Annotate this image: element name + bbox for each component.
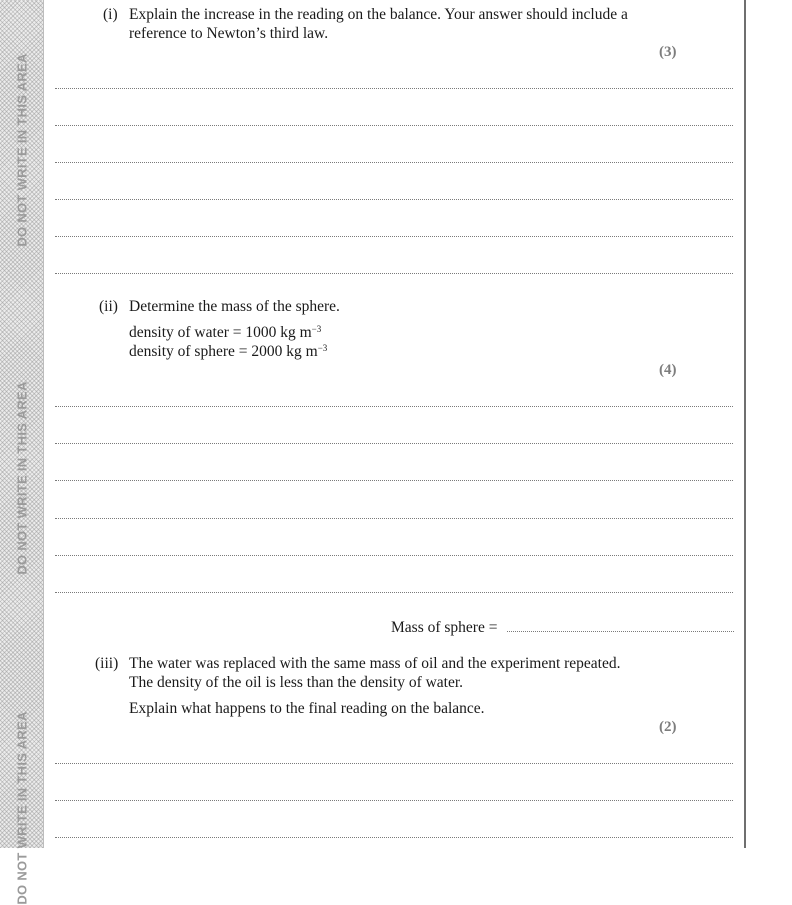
part-ii-marks: (4) xyxy=(659,362,677,378)
density-of-water-line xyxy=(129,323,321,342)
answer-line[interactable] xyxy=(55,555,733,556)
part-iii-number: (iii) xyxy=(95,655,119,672)
answer-line[interactable] xyxy=(55,443,733,444)
answer-line[interactable] xyxy=(55,592,733,593)
mass-of-sphere-label: Mass of sphere = xyxy=(391,619,498,636)
answer-line[interactable] xyxy=(55,162,733,163)
answer-line[interactable] xyxy=(55,518,733,519)
do-not-write-margin xyxy=(0,0,44,905)
part-ii-number: (ii) xyxy=(99,298,118,315)
part-i-marks: (3) xyxy=(659,44,677,60)
density-of-sphere-exponent: −3 xyxy=(317,343,328,353)
answer-line[interactable] xyxy=(55,406,733,407)
part-iii-marks: (2) xyxy=(659,719,677,735)
density-of-sphere-line xyxy=(129,342,327,361)
answer-line[interactable] xyxy=(55,800,733,801)
answer-line[interactable] xyxy=(55,273,733,274)
answer-line[interactable] xyxy=(55,88,733,89)
part-iii-question-line2: The density of the oil is less than the density of water. xyxy=(129,674,464,691)
density-of-water-value: = 1000 kg m xyxy=(228,324,312,341)
mass-of-sphere-answer-line[interactable] xyxy=(507,631,734,632)
part-iii-question-line3: Explain what happens to the final reading on the balance. xyxy=(129,700,485,717)
part-i-question-line1: Explain the increase in the reading on the balance. Your answer should include a xyxy=(129,6,628,23)
right-border-line xyxy=(744,0,746,848)
part-i-number: (i) xyxy=(103,6,118,23)
part-ii-question: Determine the mass of the sphere. xyxy=(129,298,340,315)
part-iii-question-line1: The water was replaced with the same mass of oil and the experiment repeated. xyxy=(129,655,621,672)
part-i-question-line2: reference to Newton’s third law. xyxy=(129,25,329,42)
margin-warning-top: DO NOT WRITE IN THIS AREA xyxy=(14,53,30,247)
density-of-water-exponent: −3 xyxy=(311,324,322,334)
margin-warning-middle: DO NOT WRITE IN THIS AREA xyxy=(14,381,30,575)
density-of-sphere-value: = 2000 kg m xyxy=(234,343,318,360)
margin-warning-bottom: DO NOT WRITE IN THIS AREA xyxy=(14,711,30,905)
answer-line[interactable] xyxy=(55,763,733,764)
answer-line[interactable] xyxy=(55,837,733,838)
density-of-water-label: density of water xyxy=(129,324,229,341)
answer-line[interactable] xyxy=(55,480,733,481)
answer-line[interactable] xyxy=(55,199,733,200)
density-of-sphere-label: density of sphere xyxy=(129,343,235,360)
answer-line[interactable] xyxy=(55,125,733,126)
answer-line[interactable] xyxy=(55,236,733,237)
